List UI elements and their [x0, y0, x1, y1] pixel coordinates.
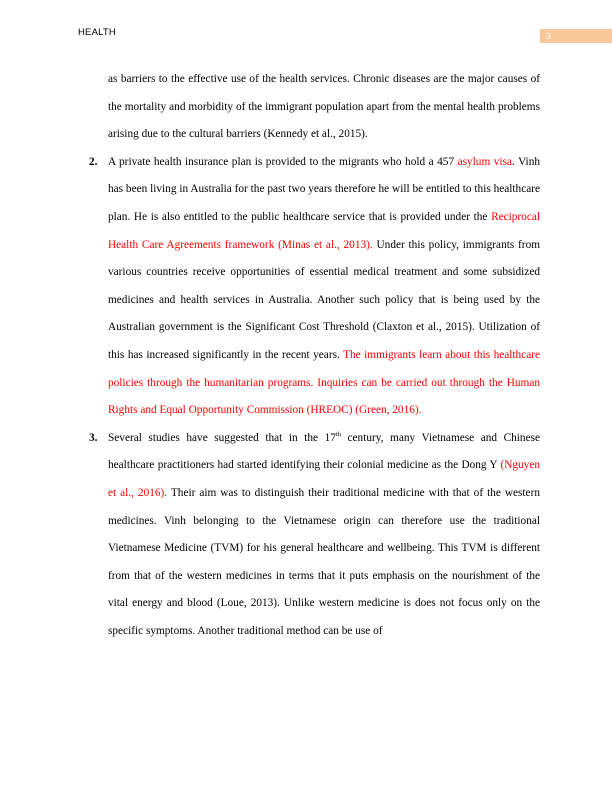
highlighted-text: The immigrants learn about this healthcare policies through the humanitarian programs. Inquiries can be carried out through the Human Rights and Equal Opportunity Commission (HREOC) (Green, 2016).	[108, 348, 540, 417]
continuation-paragraph: as barriers to the effective use of the health services. Chronic diseases are the major causes of the mortality and morbidity of the immigrant population apart from the mental health problems arising due to the cultural barriers (Kennedy et al., 2015).	[108, 73, 540, 141]
page-number: 3	[540, 29, 612, 43]
list-item-2	[89, 149, 541, 425]
list-item-2-text	[108, 149, 540, 425]
highlighted-text: Reciprocal Health Care Agreements framework	[108, 210, 540, 251]
highlighted-citation: (Minas et al., 2013).	[278, 238, 373, 251]
highlighted-text: asylum visa	[457, 155, 512, 168]
superscript: th	[335, 430, 341, 438]
text-run: Their aim was to distinguish their traditional medicine with that of the western medicines. Vinh belonging to the Vietnamese origin can therefore use the traditional Vietnamese Medicine (TVM) for his general healthcare and wellbeing. This TVM is different from that of the western medicines in terms that it puts emphasis on the nourishment of the vital energy and blood (Loue, 2013). Unlike western medicine is does not focus only on the specific symptoms. Another traditional method can be use of	[108, 486, 540, 637]
document-body	[89, 66, 541, 645]
text-run: Under this policy, immigrants from various countries receive opportunities of essential medical treatment and some subsidized medicines and health services in Australia. Another such policy that is being used by the Australian government is the Significant Cost Threshold (Claxton et al., 2015). Utilization of this has increased significantly in the recent years.	[108, 238, 541, 361]
list-number-3: 3.	[89, 431, 98, 444]
text-run: A private health insurance plan is provided to the migrants who hold a 457	[108, 155, 458, 168]
list-item-3-text	[108, 425, 540, 646]
list-item-3	[89, 425, 540, 646]
text-run: Several studies have suggested that in the 17	[108, 431, 336, 444]
running-header: HEALTH	[78, 27, 116, 38]
highlighted-citation: (Nguyen et al., 2016).	[108, 459, 540, 499]
list-number-2: 2.	[89, 155, 98, 168]
text-run: century, many Vietnamese and Chinese healthcare practitioners had started identifying their colonial medicine as the Dong Y	[108, 431, 540, 472]
text-run: . Vinh has been living in Australia for the past two years therefore he will be entitled to this healthcare plan. He is also entitled to the public healthcare service that is provided under the	[108, 155, 540, 223]
